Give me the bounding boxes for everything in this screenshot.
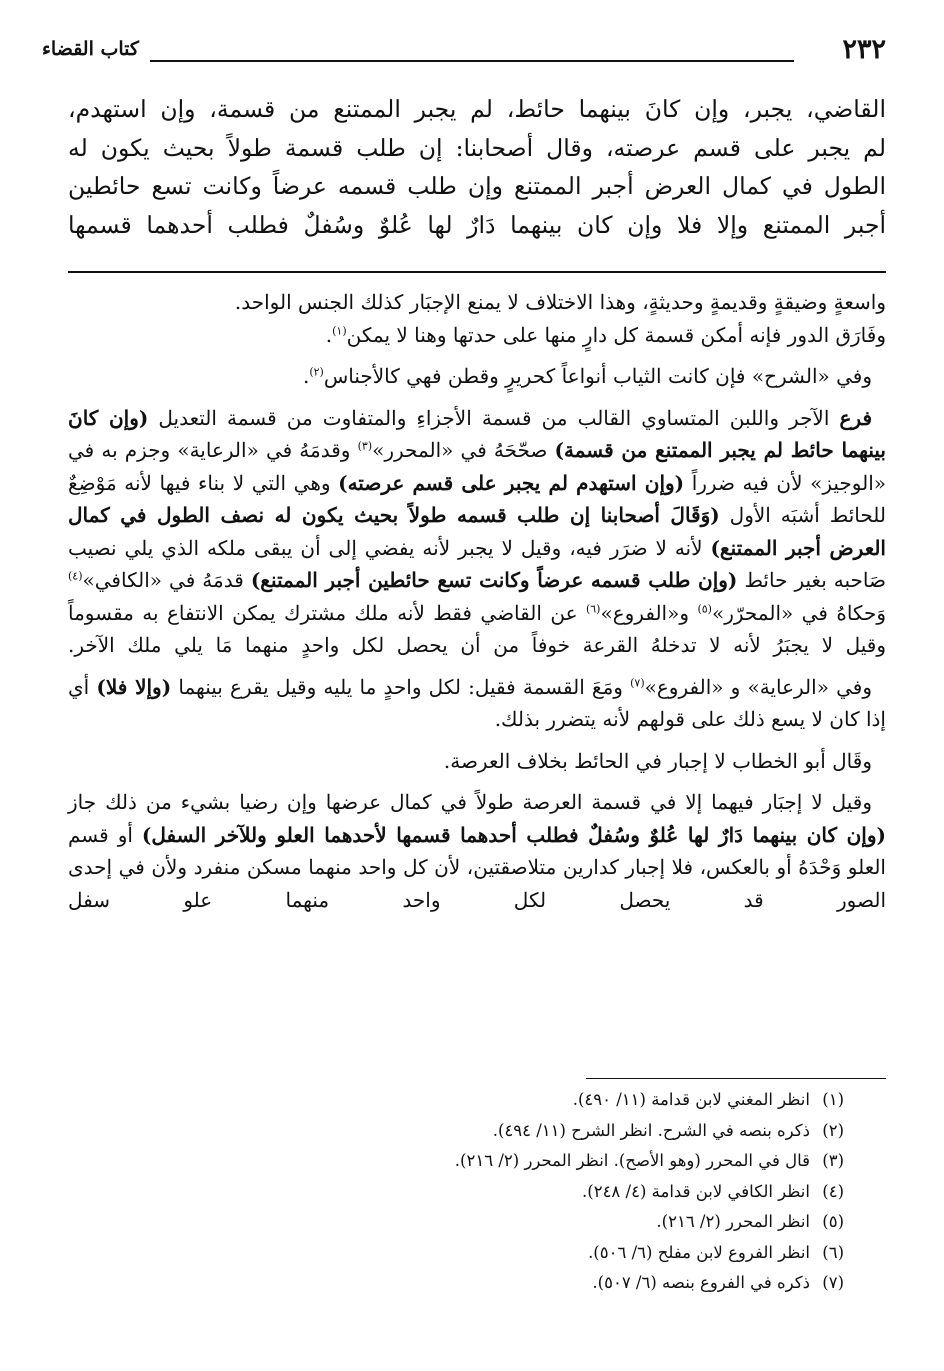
footnote-text: انظر الكافي لابن قدامة (٤/ ٢٤٨). [582,1181,810,1201]
footnote-number: (٥) [822,1212,844,1231]
commentary-text: وفي «الشرح» فإن كانت الثياب أنواعاً كحريرٍ وقطن فهي كالأجناس [323,364,872,388]
footnote [68,1177,844,1208]
footnote [68,1116,844,1147]
quoted-matn: (وإن استهدم لم يجبر على قسم عرصته) [338,470,685,495]
footnote-text: انظر المغني لابن قدامة (١١/ ٤٩٠). [572,1090,810,1109]
commentary-text: وقدمَهُ في «الرعاية» وجزم به في «الوجيز» لأن فيه ضرراً [68,438,886,495]
quoted-matn: (وإلا فلا) [96,674,172,699]
footnote-ref: (١) [332,323,347,337]
commentary-paragraph [68,745,886,778]
footnote-text: ذكره بنصه في الشرح. انظر الشرح (١١/ ٤٩٤). [492,1120,810,1140]
footnote-number: (٣) [822,1151,844,1170]
footnote [68,1207,844,1238]
commentary-text: وَحكاهُ في «المحرّر» [711,600,886,625]
page-number: ٢٣٢ [842,34,886,65]
footnote-rule [586,1078,886,1079]
commentary-text: و«الفروع» [600,600,698,625]
commentary-paragraph [68,671,886,736]
commentary-paragraph [68,402,886,662]
commentary-text: ومَعَ القسمة فقيل: لكل واحدٍ ما يليه وقيل يقرع بينهما [171,674,631,699]
footnote-number: (٢) [822,1120,844,1140]
commentary-text: الآجر واللبن المتساوي القالب من قسمة الأجزاءِ والمتفاوت من قسمة التعديل [148,405,840,430]
footnote-number: (٧) [822,1273,844,1292]
footnote-number: (٤) [822,1181,844,1201]
footnote-ref: (٤) [68,569,83,583]
footnote [68,1238,844,1269]
footnote-number: (٦) [822,1242,844,1262]
footnote-text: انظر المحرر (٢/ ٢١٦). [656,1212,810,1231]
footnote-ref: (٥) [697,601,712,615]
section-label: فرع [839,405,872,430]
main-text [68,90,886,244]
footnote-ref: (٧) [630,675,645,689]
commentary-text: وفي «الرعاية» و «الفروع» [644,674,872,699]
main-text-line: القاضي، يجبر، وإن كانَ بينهما حائط، لم يجبر الممتنع من قسمة، وإن استهدم، [68,95,886,123]
footnote-ref: (٦) [585,601,601,615]
footnote-ref: (٢) [309,365,324,379]
footnote [68,1146,844,1177]
running-header [42,30,886,70]
footnote-number: (١) [822,1090,844,1109]
quoted-matn: (وإن طلب قسمه عرضاً وكانت تسع حائطين أجبر الممتنع) [250,568,738,592]
main-text-rule [68,271,886,273]
footnote [68,1085,844,1116]
footnote-ref: (٣) [357,439,373,453]
quoted-matn: (وَقَالَ أصحابنا إن طلب قسمه طولاً بحيث يكون له نصف الطول في كمال العرض أجبر الممتنع) [68,503,886,560]
commentary-text: عن القاضي فقط لأنه ملك مشترك يمكن الانتفاع به مقسوماً وقيل لا يجبَرُ لأنه لا تدخلهُ القرعة خوفاً من أن يحصل لكل واحدٍ منهما مَا يلي ملك الآخر. [68,600,886,657]
footnote [68,1268,844,1299]
commentary-text: قدمَهُ في «الكافي» [82,568,251,592]
header-rule [150,60,794,62]
commentary [68,286,886,925]
main-text-line: الطول في كمال العرض أجبر الممتنع وإن طلب قسمه عرضاً وكانت تسع حائطين [68,172,886,200]
commentary-paragraph: واسعةٍ وضيقةٍ وقديمةٍ وحديثةٍ، وهذا الاختلاف لا يمنع الإجبَار كذلك الجنس الواحد. وفَارَق الدور فإنه أمكن قسمة كل دارٍ منها على حدتها وهنا لا يمكن$^{(١)}$. [234,290,886,347]
footnote-text: انظر الفروع لابن مفلح (٦/ ٥٠٦). [588,1242,810,1262]
quoted-matn: (وإن كان بينهما دَارٌ لها عُلوٌ وسُفلٌ فطلب أحدهما قسمها لأحدهما العلو وللآخر السفل) [141,822,886,847]
commentary-text: وقيل لا إجبَار فيهما إلا في قسمة العرصة طولاً في كمال عرضها وإن رضيا بشيء من ذلك جاز [68,790,872,814]
commentary-text: واسعةٍ وضيقةٍ وقديمةٍ وحديثةٍ، وهذا الاختلاف لا يمنع الإجبَار كذلك الجنس الواحد. [234,290,886,314]
book-title: كتاب القضاء [42,38,139,60]
commentary-text: أو قسم العلو وَحْدَهُ أو بالعكس، فلا إجبار كدارين متلاصقتين، لأن كل واحد منهما مسكن منفرد ولأن في إحدى الصور قد يحصل لكل واحد منهما علو سفل [68,822,886,912]
commentary-paragraph: وفي «الشرح» فإن كانت الثياب أنواعاً كحريرٍ وقطن فهي كالأجناس$^{(٢)}$. [302,364,872,388]
commentary-text: صحّحَهُ في «المحرر» [372,438,555,462]
commentary-paragraph [68,786,886,916]
commentary-text: لأنه لا ضرَر فيه، وقيل لا يجبر لأنه يفضي إلى أن يبقى ملكه الذي يلي نصيب صَاحبه بغير حائط [68,535,886,592]
commentary-text: وفَارَق الدور فإنه أمكن قسمة كل دارٍ منها على حدتها وهنا لا يمكن [346,322,886,347]
commentary-text: وقَال أبو الخطاب لا إجبار في الحائط بخلاف العرصة. [443,748,872,773]
footnotes [68,1085,844,1299]
main-text-line: أجبر الممتنع وإلا فلا وإن كان بينهما دَارٌ لها عُلوٌ وسُفلٌ فطلب أحدهما قسمها [68,210,886,239]
commentary-text: أي إذا كان لا يسع ذلك على قولهم لأنه يتضرر بذلك. [68,674,886,731]
commentary-text: وهي التي لا بناء فيها لأنه مَوْضِعٌ للحائط أشبَه الأول [68,470,886,527]
footnote-text: قال في المحرر (وهو الأصح). انظر المحرر (٢/ ٢١٦). [454,1151,810,1170]
footnote-text: ذكره في الفروع بنصه (٦/ ٥٠٧). [592,1273,810,1292]
main-text-line: لم يجبر على قسم عرصته، وقال أصحابنا: إن طلب قسمة طولاً بحيث يكون له [68,133,886,162]
quoted-matn: (وإن كانَ بينهما حائط لم يجبر الممتنع من قسمة) [68,405,886,462]
